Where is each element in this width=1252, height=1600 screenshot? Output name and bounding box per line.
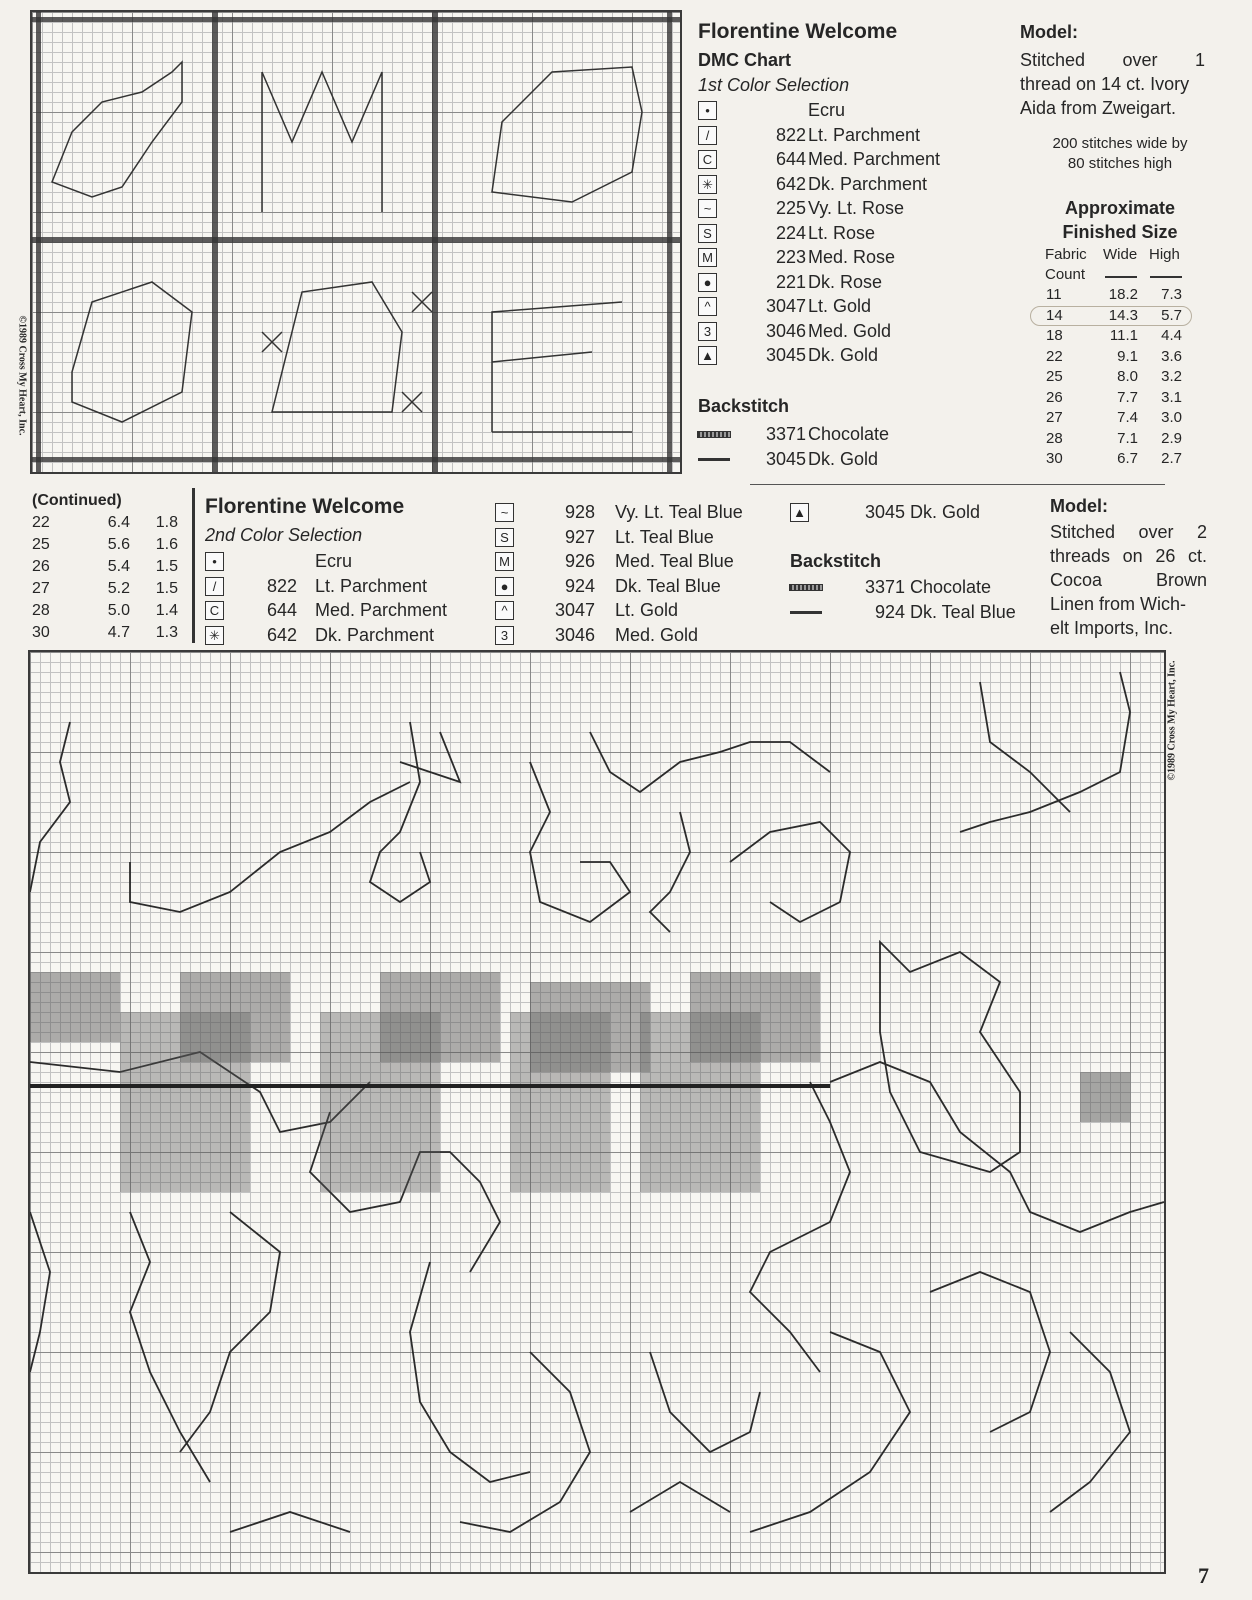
color-row	[698, 343, 1008, 367]
color-name: Dk. Gold	[808, 448, 879, 469]
size-count: 11	[1046, 286, 1062, 303]
sizes-title-line: Approximate	[1064, 198, 1176, 218]
size-high: 5.7	[1161, 306, 1182, 324]
size-wide: 4.7	[107, 624, 130, 641]
color-name: Dk. Parchment	[808, 173, 928, 194]
backstitch-row	[698, 447, 958, 471]
color-row	[698, 245, 1008, 269]
color-row	[495, 549, 815, 573]
dmc-number: 224	[775, 222, 806, 243]
symbol-icon: 3	[495, 626, 514, 645]
sizes-header-rule-wide	[1105, 276, 1137, 278]
dmc-number: 3371	[765, 424, 806, 444]
color-row	[698, 196, 1008, 220]
color-name: Dk. Teal Blue	[910, 601, 1016, 622]
size-high: 2.7	[1161, 450, 1182, 467]
color-name: Med. Parchment	[315, 600, 448, 620]
color-name: Chocolate	[910, 577, 992, 597]
size-count: 25	[32, 536, 50, 553]
sizes-title	[1040, 196, 1200, 244]
color-row	[495, 525, 815, 549]
symbol-icon: ●	[495, 577, 514, 596]
sizes-header-wide: Wide	[1103, 246, 1138, 263]
color-row	[698, 270, 1008, 294]
color-row	[698, 319, 1008, 343]
size-count: 25	[1046, 368, 1063, 385]
symbol-icon: /	[698, 126, 717, 145]
first-subtitle: DMC Chart	[698, 50, 791, 70]
color-row	[698, 147, 1008, 171]
backstitch-solid-line-icon	[790, 611, 822, 614]
dmc-number: 3045	[765, 345, 806, 365]
color-name: Lt. Parchment	[315, 575, 428, 596]
dmc-number: 3045	[765, 448, 806, 469]
model2-line: elt Imports, Inc.	[1050, 618, 1174, 638]
copyright-right: ©1989 Cross My Heart, Inc.	[1166, 660, 1178, 781]
color-name: Dk. Teal Blue	[615, 575, 721, 596]
size-count: 22	[1046, 347, 1063, 365]
size-wide: 14.3	[1108, 306, 1138, 324]
sizes-header-fabric: Fabric	[1045, 246, 1087, 263]
backstitch-hatched-line-icon	[790, 585, 822, 590]
second-backstitch-title: Backstitch	[790, 551, 882, 571]
model2-line: Cocoa Brown	[1050, 570, 1207, 590]
dmc-number: 3045	[864, 502, 905, 522]
size-high: 3.0	[1161, 409, 1182, 426]
model1-size-note	[1030, 134, 1210, 174]
dmc-number: 927	[564, 526, 595, 547]
size-count: 30	[1046, 450, 1063, 467]
first-title: Florentine Welcome	[698, 20, 898, 43]
size-high: 3.6	[1161, 347, 1182, 365]
color-name: Ecru	[315, 551, 353, 571]
model1-text	[1020, 48, 1205, 120]
model1-line: thread on 14 ct. Ivory	[1020, 74, 1190, 94]
color-name: Vy. Lt. Rose	[808, 198, 905, 218]
backstitch-hatched-line-icon	[698, 432, 730, 437]
dmc-number: 3046	[554, 624, 595, 645]
symbol-icon: ~	[495, 503, 514, 522]
size-high: 1.4	[155, 602, 178, 619]
color-row	[205, 549, 515, 573]
first-backstitch-title: Backstitch	[698, 396, 790, 416]
model2-title: Model:	[1050, 496, 1108, 516]
size-count: 14	[1046, 306, 1063, 324]
color-name: Med. Teal Blue	[615, 551, 734, 571]
symbol-icon: •	[698, 101, 717, 120]
sizes-header-high: High	[1149, 246, 1180, 263]
sizes-header-count: Count	[1045, 266, 1086, 283]
size-count: 28	[32, 602, 50, 619]
symbol-icon: ^	[495, 601, 514, 620]
color-row	[495, 574, 815, 598]
dmc-number: 642	[266, 624, 297, 645]
color-row	[698, 123, 1008, 147]
size-high: 1.5	[155, 558, 178, 575]
symbol-icon: 3	[698, 322, 717, 341]
size-high: 2.9	[1161, 429, 1182, 447]
size-count: 26	[1046, 388, 1063, 406]
size-high: 1.6	[155, 536, 178, 553]
backstitch-row	[790, 575, 1060, 599]
color-row	[698, 294, 1008, 318]
sizes-header-rule-high	[1150, 276, 1182, 278]
size-wide: 8.0	[1117, 368, 1138, 385]
color-name: Med. Gold	[808, 320, 892, 341]
color-row	[698, 221, 1008, 245]
symbol-icon: ^	[698, 297, 717, 316]
symbol-icon: M	[698, 248, 717, 267]
size-high: 1.5	[155, 580, 178, 597]
backstitch-row	[698, 422, 958, 446]
top-chart-grid	[30, 10, 682, 474]
size-high: 4.4	[1161, 327, 1182, 344]
size-wide: 11.1	[1109, 327, 1138, 344]
bottom-chart-grid	[28, 650, 1166, 1574]
size-wide: 5.2	[107, 580, 130, 597]
size-count: 27	[1046, 409, 1063, 426]
color-row	[495, 598, 815, 622]
dmc-number: 822	[775, 124, 806, 145]
size-note-line: 80 stitches high	[1067, 155, 1173, 172]
model1-line: Stitched over 1	[1020, 50, 1205, 70]
size-wide: 7.4	[1117, 409, 1138, 426]
symbol-icon: ✳	[205, 626, 224, 645]
color-row	[698, 98, 1008, 122]
dmc-number: 3047	[765, 296, 806, 316]
symbol-icon: ▲	[790, 503, 809, 522]
dmc-number: 3046	[765, 320, 806, 341]
dmc-number: 223	[775, 247, 806, 267]
color-name: Vy. Lt. Teal Blue	[615, 502, 743, 522]
dmc-number: 644	[775, 149, 806, 169]
color-row	[205, 623, 515, 647]
dmc-number: 924	[874, 601, 905, 622]
size-wide: 5.4	[107, 558, 130, 575]
divider-line	[750, 484, 1165, 485]
size-count: 18	[1046, 327, 1063, 344]
model2-line: Stitched over 2	[1050, 522, 1207, 542]
top-chart-pattern	[32, 12, 680, 472]
size-count: 30	[32, 624, 50, 641]
color-name: Dk. Gold	[808, 345, 879, 365]
backstitch-solid-line-icon	[698, 458, 730, 461]
dmc-number: 822	[266, 575, 297, 596]
color-name: Med. Parchment	[808, 149, 941, 169]
dmc-number: 221	[775, 271, 806, 292]
size-high: 7.3	[1161, 286, 1182, 303]
dmc-number: 3047	[554, 600, 595, 620]
page-number: 7	[1198, 1563, 1209, 1588]
color-row	[495, 500, 815, 524]
size-wide: 7.7	[1117, 388, 1138, 406]
color-name: Lt. Parchment	[808, 124, 921, 145]
size-wide: 5.0	[107, 602, 130, 619]
symbol-icon: C	[205, 601, 224, 620]
dmc-number: 928	[564, 502, 595, 522]
size-wide: 7.1	[1117, 429, 1138, 447]
color-name: Ecru	[808, 100, 846, 120]
color-name: Med. Rose	[808, 247, 896, 267]
second-title: Florentine Welcome	[205, 495, 405, 518]
color-name: Lt. Rose	[808, 222, 876, 243]
size-count: 28	[1046, 429, 1063, 447]
symbol-icon: S	[495, 528, 514, 547]
sizes-title-line: Finished Size	[1062, 222, 1178, 242]
color-row	[698, 172, 1008, 196]
color-row	[205, 598, 515, 622]
color-name: Lt. Teal Blue	[615, 526, 714, 547]
color-name: Lt. Gold	[615, 600, 679, 620]
color-name: Dk. Rose	[808, 271, 883, 292]
copyright-left: ©1989 Cross My Heart, Inc.	[16, 315, 28, 436]
symbol-icon: M	[495, 552, 514, 571]
size-wide: 9.1	[1117, 347, 1138, 365]
color-row	[205, 574, 515, 598]
symbol-icon: S	[698, 224, 717, 243]
dmc-number: 3371	[864, 577, 905, 597]
color-row	[495, 623, 815, 647]
dmc-number: 642	[775, 173, 806, 194]
size-count: 22	[32, 514, 50, 531]
size-count: 26	[32, 558, 50, 575]
symbol-icon: ●	[698, 273, 717, 292]
continued-divider	[192, 488, 195, 643]
model2-text	[1050, 520, 1207, 640]
symbol-icon: ✳	[698, 175, 717, 194]
symbol-icon: C	[698, 150, 717, 169]
size-count: 27	[32, 580, 50, 597]
size-high: 1.8	[155, 514, 178, 531]
dmc-number: 225	[775, 198, 806, 218]
color-name: Dk. Gold	[910, 502, 981, 522]
backstitch-row	[790, 600, 1060, 624]
size-note-line: 200 stitches wide by	[1052, 135, 1188, 152]
symbol-icon: /	[205, 577, 224, 596]
color-name: Lt. Gold	[808, 296, 872, 316]
model2-line: threads on 26 ct.	[1050, 546, 1207, 566]
dmc-number: 924	[564, 575, 595, 596]
size-wide: 6.7	[1117, 450, 1138, 467]
color-name: Chocolate	[808, 424, 890, 444]
dmc-number: 926	[564, 551, 595, 571]
size-wide: 6.4	[107, 514, 130, 531]
first-selection: 1st Color Selection	[698, 75, 850, 95]
color-name: Dk. Parchment	[315, 624, 435, 645]
second-selection: 2nd Color Selection	[205, 525, 363, 545]
dmc-number: 644	[266, 600, 297, 620]
size-high: 1.3	[155, 624, 178, 641]
model2-line: Linen from Wich-	[1050, 594, 1187, 614]
symbol-icon: ▲	[698, 346, 717, 365]
model1-line: Aida from Zweigart.	[1020, 98, 1177, 118]
bottom-chart-pattern	[30, 652, 1164, 1572]
size-high: 3.2	[1161, 368, 1182, 385]
symbol-icon: •	[205, 552, 224, 571]
size-wide: 18.2	[1108, 286, 1138, 303]
size-wide: 5.6	[107, 536, 130, 553]
size-high: 3.1	[1161, 388, 1182, 406]
color-name: Med. Gold	[615, 624, 699, 645]
symbol-icon: ~	[698, 199, 717, 218]
continued-title: (Continued)	[32, 492, 122, 509]
model1-title: Model:	[1020, 22, 1078, 42]
